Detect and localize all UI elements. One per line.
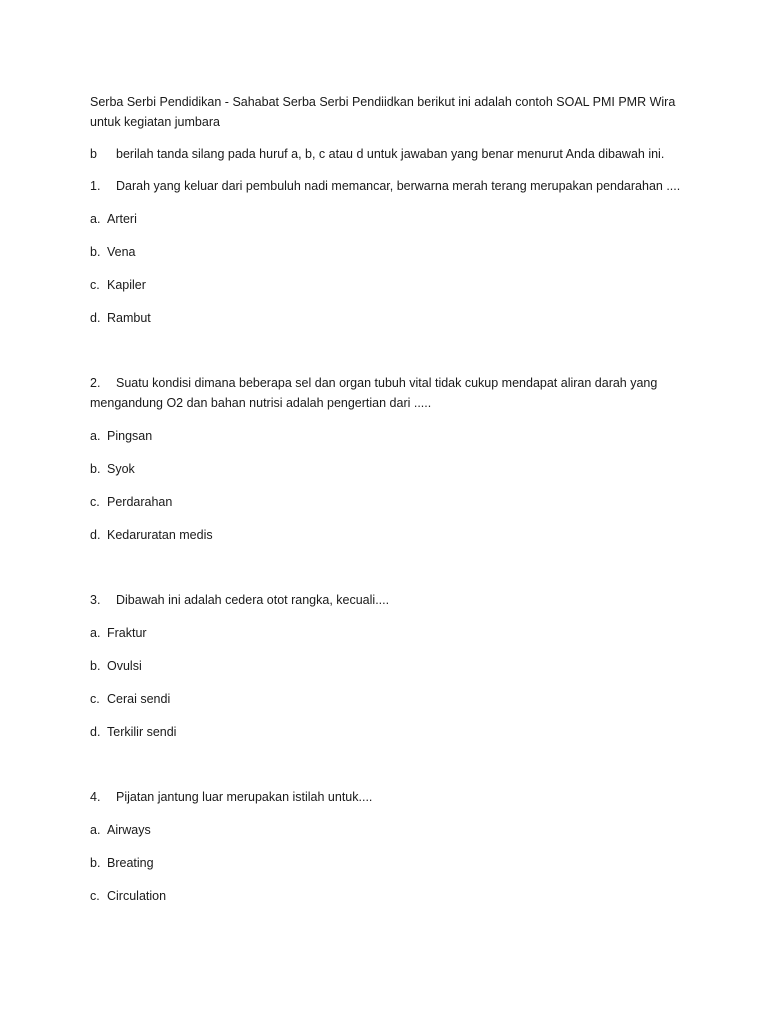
question-stem [90,176,690,196]
option-letter: b. [90,462,101,476]
spacer [90,341,690,373]
option-text: Circulation [107,889,167,903]
option-letter: d. [90,725,101,739]
instruction-text: berilah tanda silang pada huruf a, b, c atau d untuk jawaban yang benar menurut Anda dibawah ini. [116,147,665,161]
option-letter: a. [90,823,101,837]
option-letter: c. [90,495,100,509]
option-text: Airways [107,823,151,837]
option-b [90,853,690,873]
option-c [90,689,690,709]
question-2 [90,373,690,545]
question-1 [90,176,690,328]
question-number: 2. [90,376,101,390]
question-3 [90,590,690,742]
question-text: Dibawah ini adalah cedera otot rangka, kecuali.... [116,593,390,607]
option-c [90,886,690,906]
option-d [90,308,690,328]
question-text: Suatu kondisi dimana beberapa sel dan organ tubuh vital tidak cukup mendapat aliran darah yang mengandung O2 dan bahan nutrisi adalah pengertian dari ..... [90,376,658,410]
question-number: 3. [90,593,101,607]
option-c [90,275,690,295]
option-c [90,492,690,512]
question-text: Darah yang keluar dari pembuluh nadi memancar, berwarna merah terang merupakan pendarahan .... [116,179,681,193]
option-text: Rambut [107,311,151,325]
question-stem [90,590,690,610]
option-letter: b. [90,245,101,259]
option-text: Breating [107,856,154,870]
question-stem [90,373,690,413]
option-letter: b. [90,659,101,673]
option-b [90,242,690,262]
option-b [90,459,690,479]
option-a [90,426,690,446]
option-text: Arteri [107,212,137,226]
instruction-marker: b [90,147,97,161]
option-text: Fraktur [107,626,147,640]
spacer [90,558,690,590]
spacer [90,755,690,787]
option-text: Kapiler [107,278,146,292]
option-letter: d. [90,528,101,542]
question-text: Pijatan jantung luar merupakan istilah untuk.... [116,790,373,804]
option-d [90,722,690,742]
option-text: Perdarahan [107,495,173,509]
option-text: Ovulsi [107,659,142,673]
question-number: 4. [90,790,101,804]
instruction-line [90,144,690,164]
option-text: Pingsan [107,429,153,443]
option-letter: d. [90,311,101,325]
option-d [90,525,690,545]
option-a [90,820,690,840]
option-text: Kedaruratan medis [107,528,213,542]
option-a [90,623,690,643]
option-letter: c. [90,278,100,292]
option-text: Cerai sendi [107,692,171,706]
document-page [90,92,690,919]
option-b [90,656,690,676]
option-letter: c. [90,692,100,706]
intro-paragraph: Serba Serbi Pendidikan - Sahabat Serba Serbi Pendiidkan berikut ini adalah contoh SOAL PMI PMR Wira untuk kegiatan jumbara [90,95,676,129]
option-letter: c. [90,889,100,903]
option-text: Syok [107,462,135,476]
option-letter: a. [90,429,101,443]
option-letter: a. [90,626,101,640]
question-4 [90,787,690,906]
question-number: 1. [90,179,101,193]
question-stem [90,787,690,807]
option-letter: a. [90,212,101,226]
option-text: Terkilir sendi [107,725,177,739]
option-letter: b. [90,856,101,870]
option-a [90,209,690,229]
option-text: Vena [107,245,136,259]
